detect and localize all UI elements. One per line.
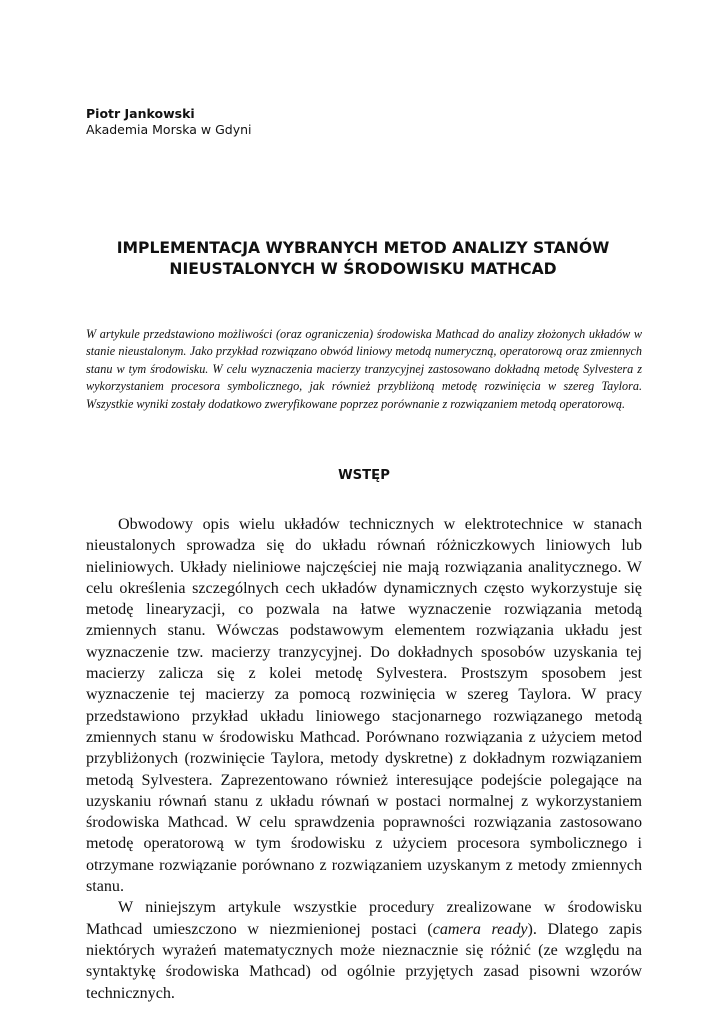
paper-title (60, 238, 666, 280)
section-heading: WSTĘP (338, 468, 390, 483)
paper-title-line-2: NIEUSTALONYCH W ŚRODOWISKU MATHCAD (169, 260, 557, 278)
body-paragraph-2-end: ). Dlatego zapis niektórych wyrażeń matematycznych może nieznacznie się różnić (ze względu na syntaktykę środowiska Mathcad) od ogólnie przyjętych zasad pisowni wzorów technicznych. (86, 920, 642, 1002)
author-block (86, 106, 252, 138)
body-paragraph-2-emphasis: camera ready (432, 920, 528, 938)
body-paragraph-2-start: W niniejszym artykule wszystkie procedury zrealizowane w środowisku Mathcad umieszczono w niezmienionej postaci ( (86, 899, 642, 938)
body-paragraph-2 (86, 897, 642, 1003)
author-name: Piotr Jankowski (86, 106, 195, 121)
author-affiliation: Akademia Morska w Gdyni (86, 122, 252, 137)
body-paragraph-1: Obwodowy opis wielu układów technicznych w elektrotechnice w stanach nieustalonych sprowadza się do układu równań różniczkowych liniowych lub nieliniowych. Układy nieliniowe najczęściej nie mają rozwiązania analitycznego. W celu określenia szczególnych cech układów dynamicznych często wykorzystuje się metodę linearyzacji, co pozwala na łatwe wyznaczenie rozwiązania metodą zmiennych stanu. Wówczas podstawowym elementem rozwiązania układu jest wyznaczenie tzw. macierzy tranzycyjnej. Do dokładnych sposobów uzyskania tej macierzy zalicza się z kolei metodę Sylvestera. Prostszym sposobem jest wyznaczenie tej macierzy za pomocą rozwinięcia w szereg Taylora. W pracy przedstawiono przykład układu liniowego stacjonarnego rozwiązanego metodą zmiennych stanu w środowisku Mathcad. Porównano rozwiązania z użyciem metod przybliżonych (rozwinięcie Taylora, metody dyskretne) z dokładnym rozwiązaniem metodą Sylvestera. Zaprezentowano również interesujące podejście polegające na uzyskaniu równań stanu z układu równań w postaci normalnej z wykorzystaniem środowiska Mathcad. W celu sprawdzenia poprawności rozwiązania zastosowano metodę operatorową w tym środowisku z użyciem procesora symbolicznego i otrzymane rozwiązanie porównano z rozwiązaniem uzyskanym z metody zmiennych stanu. (86, 516, 642, 896)
abstract: W artykule przedstawiono możliwości (oraz ograniczenia) środowiska Mathcad do analizy złożonych układów w stanie nieustalonym. Jako przykład rozwiązano obwód liniowy metodą numeryczną, operatorową oraz zmiennych stanu w tym środowisku. W celu wyznaczenia macierzy tranzycyjnej zastosowano dokładną metodę Sylvestera z wykorzystaniem procesora symbolicznego, jak również przybliżoną metodę rozwinięcia w szereg Taylora. Wszystkie wyniki zostały dodatkowo zweryfikowane poprzez porównanie z rozwiązaniem metodą operatorową. (86, 327, 642, 411)
paper-title-line-1: IMPLEMENTACJA WYBRANYCH METOD ANALIZY STANÓW (116, 239, 610, 257)
section-body (86, 514, 642, 1004)
